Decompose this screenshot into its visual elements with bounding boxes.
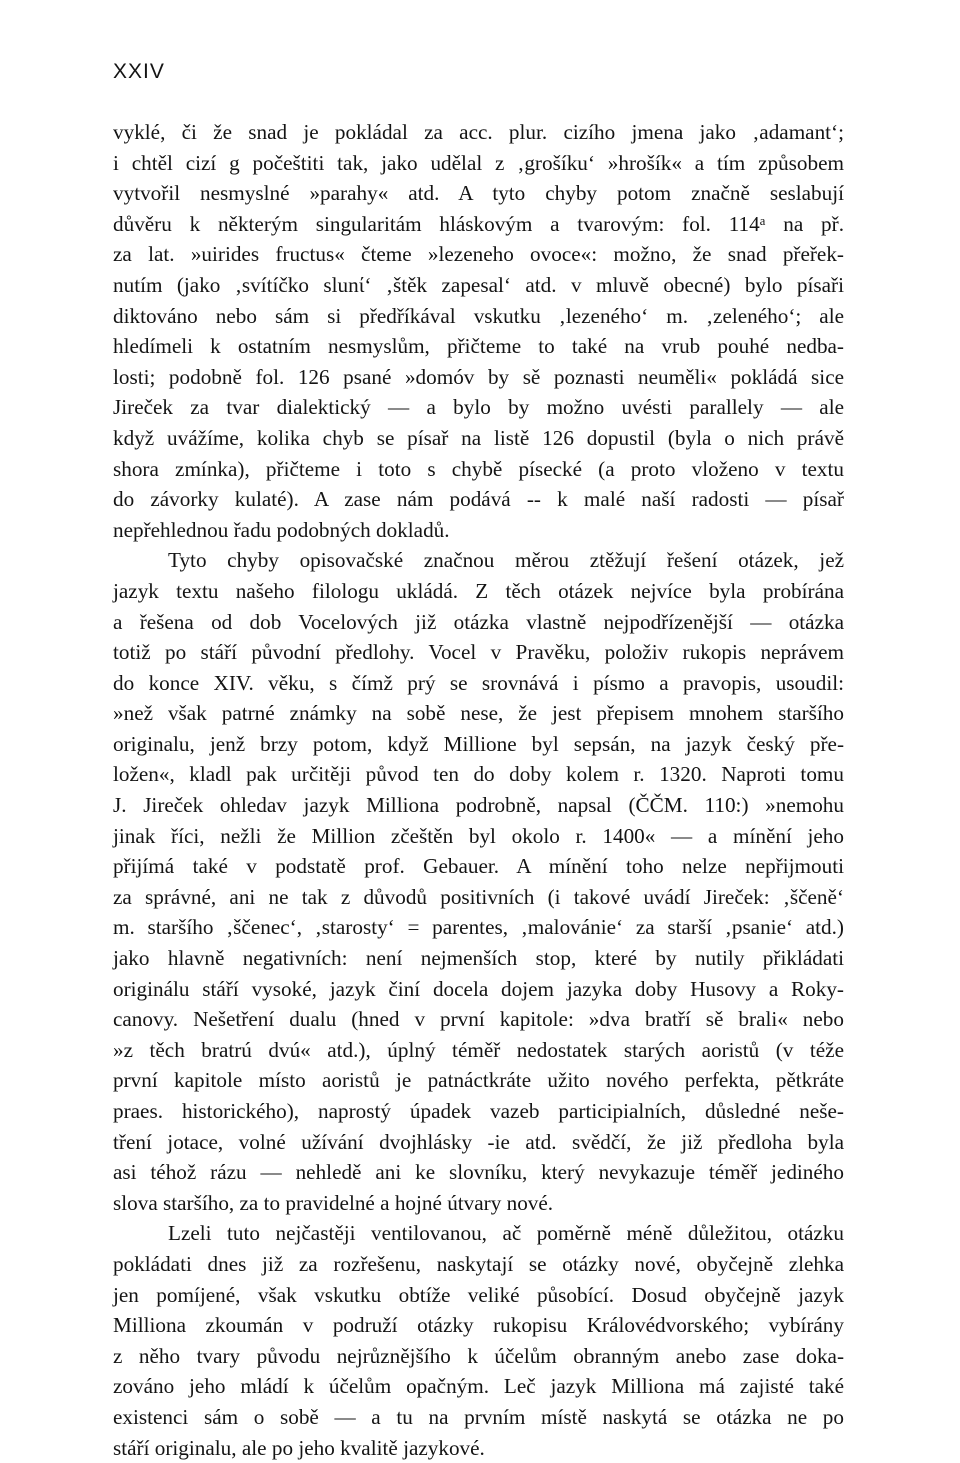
text-line: za lat. »uirides fructus« čteme »lezeneho ovoce«: možno, že snad přeřek- xyxy=(113,242,844,267)
text-line: »než však patrné známky na sobě nese, že jest přepisem mnohem staršího xyxy=(113,701,844,726)
text-line: jen pomíjené, však vskutku obtíže veliké působící. Dosud obyčejně jazyk xyxy=(113,1282,844,1307)
text-line: nepřehlednou řadu podobných dokladů. xyxy=(113,517,450,542)
text-line: Lzeli tuto nejčastěji ventilovanou, ač poměrně méně důležitou, otázku xyxy=(168,1221,844,1246)
text-line: do konce XIV. věku, s čímž prý se srovnává i písmo a pravopis, usoudil: xyxy=(113,670,844,695)
paragraph xyxy=(113,1218,844,1463)
text-line: hledímeli k ostatním nesmyslům, přičteme to také na vrub pouhé nedba- xyxy=(113,334,844,359)
text-line: diktováno nebo sám si předříkával vskutku ‚lezeného‘ m. ‚zeleného‘; ale xyxy=(113,303,844,328)
text-line: důvěru k některým singularitám hláskovým a tvarovým: fol. 114ᵃ na př. xyxy=(113,211,844,236)
text-line: slova staršího, za to pravidelné a hojné útvary nové. xyxy=(113,1190,554,1215)
text-line: originalu, jenž brzy potom, když Millione byl sepsán, na jazyk český pře- xyxy=(113,731,844,756)
text-line: Milliona zkoumán v podruží otázky rukopisu Královédvorského; vybírány xyxy=(113,1313,844,1338)
text-line: stáří originalu, ale po jeho kvalitě jazykové. xyxy=(113,1435,485,1460)
paragraph xyxy=(113,545,844,1218)
text-line: zováno jeho mládí k účelům opačným. Leč jazyk Milliona má zajisté také xyxy=(113,1374,844,1399)
body-text xyxy=(113,117,844,1463)
text-line: m. staršího ‚ščenec‘, ‚starosty‘ = parentes, ‚malovánie‘ za starší ‚psanie‘ atd.) xyxy=(113,915,844,940)
text-line: shora zmínka), přičteme i toto s chybě písecké (a proto vloženo v textu xyxy=(113,456,844,481)
text-line: canovy. Nešetření dualu (hned v první kapitole: »dva bratří sě brali« nebo xyxy=(113,1007,844,1032)
text-line: za správné, ani ne tak z důvodů positivních (i takové uvádí Jireček: ‚ščeně‘ xyxy=(113,884,844,909)
text-line: pokládati dnes již za rozřešenu, naskytají se otázky nové, obyčejně zlehka xyxy=(113,1251,844,1276)
text-line: »z těch bratrú dvú« atd.), úplný téměř nedostatek starých aoristů (v téže xyxy=(113,1037,844,1062)
text-line: existenci sám o sobě — a tu na prvním místě naskytá se otázka ne po xyxy=(113,1404,844,1429)
text-line: tření jotace, volné užívání dvojhlásky -ie atd. svědčí, že již předloha byla xyxy=(113,1129,844,1154)
text-line: Jireček za tvar dialektický — a bylo by možno uvésti parallely — ale xyxy=(113,395,844,420)
text-line: a řešena od dob Vocelových již otázka vlastně nejpodřízenější — otázka xyxy=(113,609,844,634)
text-line: Tyto chyby opisovačské značnou měrou ztěžují řešení otázek, jež xyxy=(168,548,844,573)
text-line: J. Jireček ohledav jazyk Milliona podrobně, napsal (ČČM. 110:) »nemohu xyxy=(113,793,844,818)
text-line: když uvážíme, kolika chyb se písař na listě 126 dopustil (byla o nich právě xyxy=(113,425,844,450)
text-line: totiž po stáří původní předlohy. Vocel v Pravěku, položiv rukopis neprávem xyxy=(113,640,844,665)
text-line: praes. historického), naprostý úpadek vazeb participialních, důsledné neše- xyxy=(113,1099,844,1123)
text-line: z něho tvary původu nejrůznějšího k účelům obranným anebo zase doka- xyxy=(113,1343,844,1368)
text-line: jako hlavně negativních: není nejmenších stop, které by nutily přikládati xyxy=(113,946,844,971)
text-line: jazyk textu našeho filologu ukládá. Z těch otázek nejvíce byla probírána xyxy=(113,578,844,603)
text-line: i chtěl cizí g počeštiti tak, jako udělal z ‚grošíku‘ »hrošík« a tím způsobem xyxy=(113,150,844,175)
page-number: XXIV xyxy=(113,60,165,83)
text-line: první kapitole místo aoristů je patnáctkráte užito nového perfekta, pětkráte xyxy=(113,1068,844,1093)
text-line: přijímá také v podstatě prof. Gebauer. A mínění toho nelze nepřijmouti xyxy=(113,854,844,879)
text-line: losti; podobně fol. 126 psané »domóv by sě poznasti neuměli« pokládá sice xyxy=(113,364,844,389)
text-line: asi téhož rázu — nehledě ani ke slovníku, který nevykazuje téměř jediného xyxy=(113,1160,844,1185)
text-line: vyklé, či že snad je pokládal za acc. plur. cizího jmena jako ‚adamant‘; xyxy=(113,120,844,144)
paragraph xyxy=(113,117,844,545)
text-line: do závorky kulaté). A zase nám podává -- k malé naší radosti — písař xyxy=(113,487,844,512)
text-line: ložen«, kladl pak určitěji původ ten do doby kolem r. 1320. Naproti tomu xyxy=(113,762,844,787)
text-line: jinak říci, nežli že Million zčeštěn byl okolo r. 1400« — a mínění jeho xyxy=(113,823,844,848)
text-line: vytvořil nesmyslné »parahy« atd. A tyto chyby potom značně seslabují xyxy=(113,181,844,206)
text-line: originálu stáří vysoké, jazyk činí docela dojem jazyka doby Husovy a Roky- xyxy=(113,976,844,1001)
text-line: nutím (jako ‚svítíčko slunί‘ ‚štěk zapesal‘ atd. v mluvě obecné) bylo písaři xyxy=(113,272,844,297)
